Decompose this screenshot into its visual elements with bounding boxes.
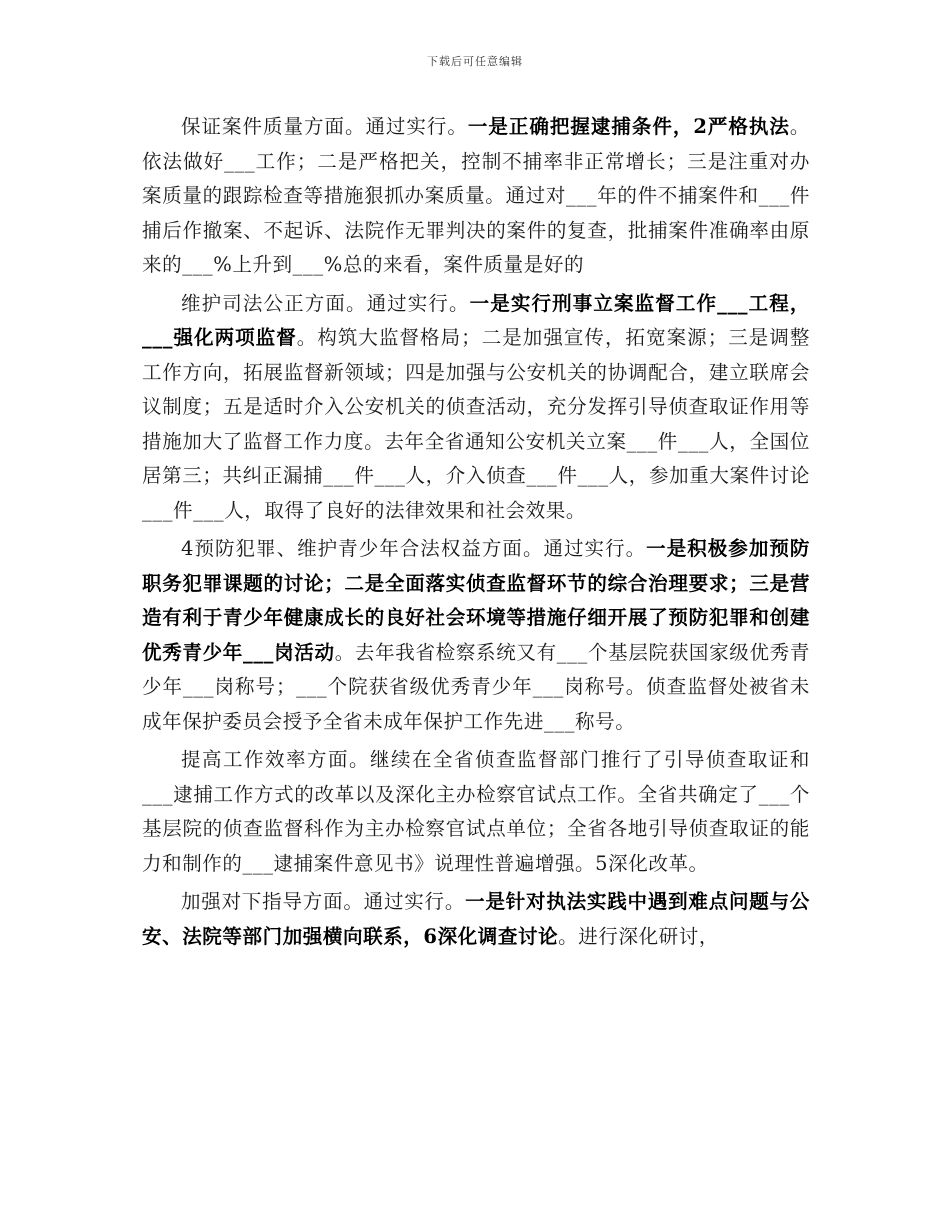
paragraph-judicial-justice [142, 287, 810, 529]
text-segment: 提高工作效率方面。继续在全省侦查监督部门推行了引导侦查取证和___逮捕工作方式的改革以及深化主办检察官试点工作。全省共确定了___个基层院的侦查监督科作为主办检察官试点单位；全省各地引导侦查取证的能力和制作的___逮捕案件意见书》说理性普遍增强。5深化改革。 [142, 748, 810, 875]
text-segment: 加强对下指导方面。通过实行。 [181, 890, 466, 913]
bold-text-segment: 一是积极参加预防职务犯罪课题的讨论；二是全面落实侦查监督环节的综合治理要求；三是营造有利于青少年健康成长的良好社会环境等措施仔细开展了预防犯罪和创建优秀青少年___岗活动 [142, 537, 810, 664]
text-segment: 保证案件质量方面。通过实行。 [181, 115, 468, 138]
document-body [142, 110, 810, 954]
bold-text-segment: 一是针对执法实践中遇到难点问题与公安、法院等部门加强横向联系，6深化调查讨论 [142, 890, 810, 948]
text-segment: 。进行深化研讨， [558, 924, 719, 948]
paragraph-crime-prevention [142, 532, 810, 739]
text-segment: 维护司法公正方面。通过实行。 [181, 291, 470, 315]
bold-text-segment: 一是正确把握逮捕条件，2严格执法 [467, 115, 790, 138]
text-segment: 。构筑大监督格局；二是加强宣传，拓宽案源；三是调整工作方向，拓展监督新领域；四是加强与公安机关的协调配合，建立联席会议制度；五是适时介入公安机关的侦查活动，充分发挥引导侦查取证作用等措施加大了监督工作力度。去年全省通知公安机关立案___件___人，全国位居第三；共纠正漏捕___件___人，介入侦查___件___人，参加重大案件讨论___件___人，取得了良好的法律效果和社会效果。 [142, 326, 810, 522]
paragraph-work-efficiency [142, 743, 810, 881]
text-segment: 4预防犯罪、维护青少年合法权益方面。通过实行。 [181, 537, 647, 560]
paragraph-guidance [142, 885, 810, 954]
text-segment: 。依法做好___工作；二是严格把关，控制不捕率非正常增长；三是注重对办案质量的跟踪检查等措施狠抓办案质量。通过对___年的件不捕案件和___件捕后作撤案、不起诉、法院作无罪判决的案件的复查，批捕案件准确率由原来的___%上升到___%总的来看，案件质量是好的 [142, 115, 810, 276]
bold-text-segment: 一是实行刑事立案监督工作___工程，___强化两项监督 [142, 291, 810, 349]
paragraph-case-quality [142, 110, 810, 283]
page-header-note: 下载后可任意编辑 [427, 55, 523, 68]
text-segment: 。去年我省检察系统又有___个基层院获国家级优秀青少年___岗称号；___个院获省级优秀青少年___岗称号。侦查监督处被省未成年保护委员会授予全省未成年保护工作先进___称号。 [142, 640, 810, 733]
